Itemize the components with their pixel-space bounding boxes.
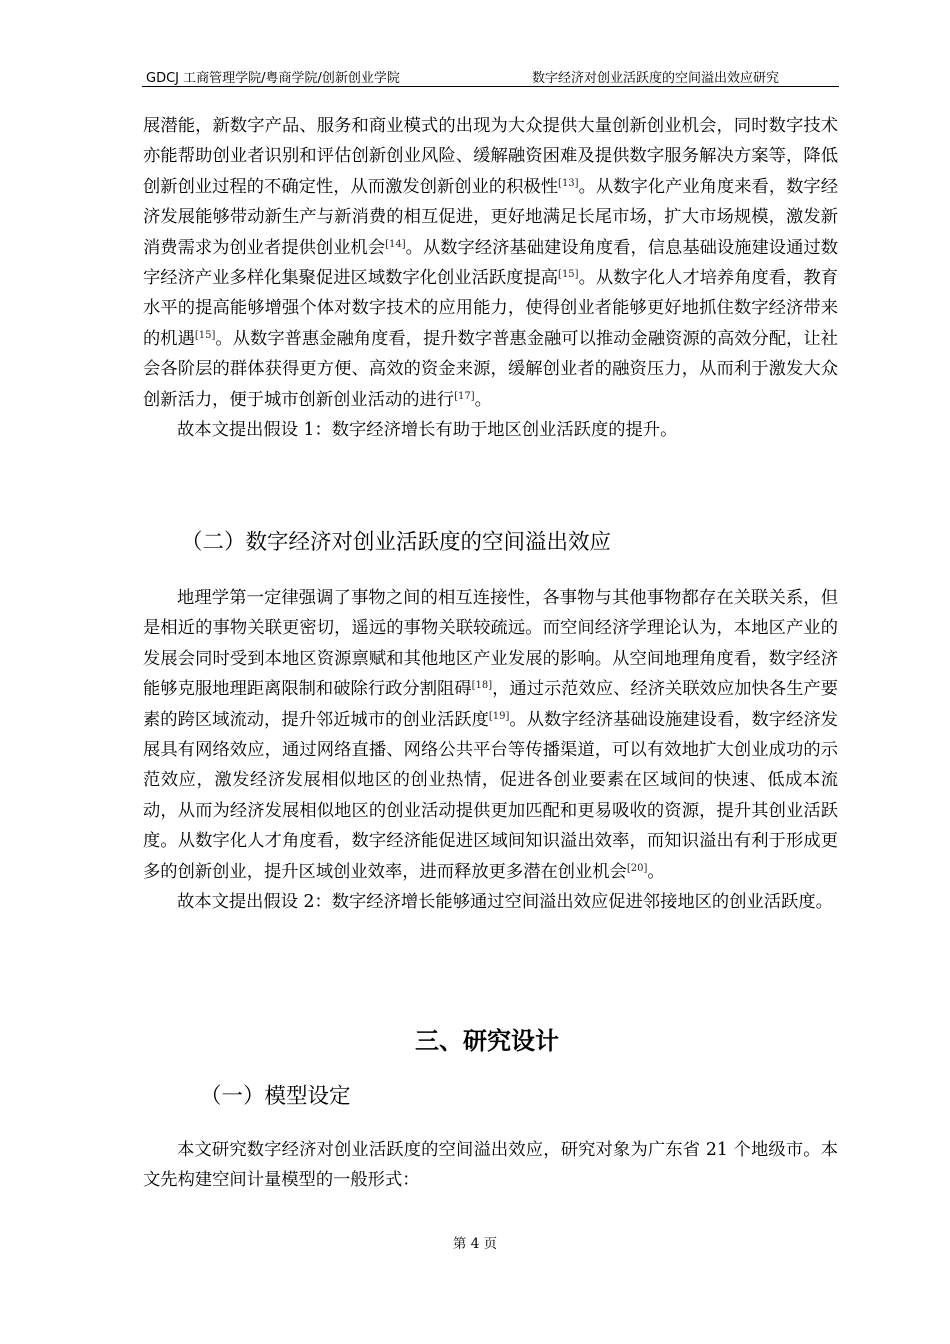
citation: [15] <box>558 269 579 281</box>
text-run: 展潜能，新数字产品、服务和商业模式的出现为大众提供大量创新创业机会，同时数字技术亦能帮助创业者识别和评估创新创业风险、缓解融资困难及提供数字服务解决方案等，降低创新创业过程的不确定性，从而激发创新创业的积极性 <box>143 116 838 197</box>
paragraph-model: 本文研究数字经济对创业活跃度的空间溢出效应，研究对象为广东省 21 个地级市。本文先构建空间计量模型的一般形式： <box>143 1140 838 1191</box>
citation: [20] <box>626 862 648 874</box>
hypothesis-1: 故本文提出假设 1：数字经济增长有助于地区创业活跃度的提升。 <box>177 420 678 441</box>
section-heading-model: （一）模型设定 <box>200 1084 351 1109</box>
text-run: 。从数字经济基础设施建设看，数字经济发展具有网络效应，通过网络直播、网络公共平台等传播渠道，可以有效地扩大创业成功的示范效应，激发经济发展相似地区的创业热情，促进各创业要素在区域间的快速、低成本流动，从而为经济发展相似地区的创业活动提供更加匹配和更易吸收的资源，提升其创业活跃度。从数字化人才角度看，数字经济能促进区域间知识溢出效率，而知识溢出有利于形成更多的创新创业，提升区域创业效率，进而释放更多潜在创业机会 <box>143 709 838 882</box>
header-paper-title: 数字经济对创业活跃度的空间溢出效应研究 <box>532 71 780 86</box>
body-text-block-1 <box>143 111 838 445</box>
text-run: ，通过示范效应、经济关联效应加快各生产要素的跨区域流动，提升邻近城市的创业活跃度 <box>143 679 838 730</box>
text-run: 。 <box>474 389 492 410</box>
paragraph-spillover <box>143 583 838 887</box>
running-header <box>142 66 839 87</box>
text-run: 。从数字经济基础建设角度看，信息基础设施建设通过数字经济产业多样化集聚促进区域数字化创业活跃度提高 <box>143 237 838 289</box>
text-run: 。从数字化人才培养角度看，教育水平的提高能够增强个体对数字技术的应用能力，使得创业者能够更好地抓住数字经济带来的机遇 <box>143 268 838 349</box>
citation: [13] <box>558 177 579 189</box>
body-text-block-2 <box>143 583 838 917</box>
citation: [19] <box>488 710 510 722</box>
chapter-heading-research-design: 三、研究设计 <box>415 1027 559 1055</box>
text-run: 地理学第一定律强调了事物之间的相互连接性，各事物与其他事物都存在关联关系，但是相近的事物关联更密切，遥远的事物关联较疏远。而空间经济学理论认为，本地区产业的发展会同时受到本地区资源禀赋和其他地区产业发展的影响。从空间地理角度看，数字经济能够克服地理距离限制和破除行政分割阻碍 <box>143 588 838 700</box>
body-text-block-3 <box>143 1135 838 1196</box>
text-run: 。从数字化产业角度来看，数字经济发展能够带动新生产与新消费的相互促进，更好地满足长尾市场，扩大市场规模，激发新消费需求为创业者提供创业机会 <box>143 176 838 258</box>
citation: [17] <box>454 390 475 402</box>
paragraph-continued <box>143 111 838 415</box>
text-run: 。从数字普惠金融角度看，提升数字普惠金融可以推动金融资源的高效分配，让社会各阶层的群体获得更方便、高效的资金来源，缓解创业者的融资压力，从而利于激发大众创新活力，便于城市创新创业活动的进行 <box>143 328 838 410</box>
citation: [14] <box>385 238 406 250</box>
page-number: 第 4 页 <box>452 1236 498 1252</box>
hypothesis-2: 故本文提出假设 2：数字经济增长能够通过空间溢出效应促进邻接地区的创业活跃度。 <box>177 892 833 913</box>
header-institution: GDCJ 工商管理学院/粤商学院/创新创业学院 <box>146 71 400 86</box>
citation: [15] <box>194 329 216 341</box>
citation: [18] <box>471 680 493 692</box>
section-heading-spillover: （二）数字经济对创业活跃度的空间溢出效应 <box>181 530 612 555</box>
text-run: 。 <box>647 861 665 882</box>
